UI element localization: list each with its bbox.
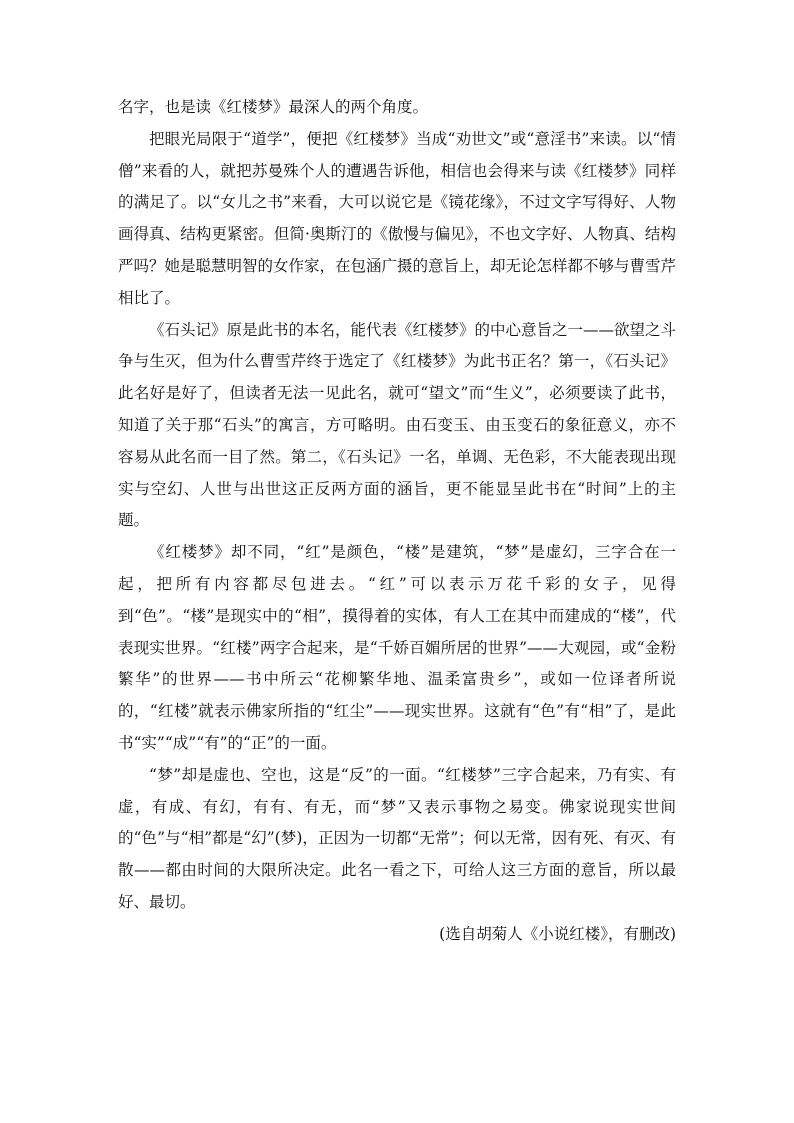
article-body: [118, 92, 676, 951]
source-citation: (选自胡菊人《小说红楼》，有删改): [439, 924, 676, 943]
paragraph-continuation: 名字，也是读《红楼梦》最深人的两个角度。: [118, 98, 429, 116]
paragraph-daoxue: 把眼光局限于“道学”，便把《红楼梦》当成“劝世文”或“意淫书”来读。以“情僧”来看的人，就把苏曼殊个人的遭遇告诉他，相信也会得来与读《红楼梦》同样的满足了。以“女儿之书”来看，大可以说它是《镜花缘》，不过文字写得好、人物画得真、结构更紧密。但简·奥斯汀的《傲慢与偏见》，不也文字好、人物真、结构严吗？她是聪慧明智的女作家，在包涵广摄的意旨上，却无论怎样都不够与曹雪芹相比了。: [118, 129, 677, 307]
paragraph-honglou: 《红楼梦》却不同，“红”是颜色，“楼”是建筑，“梦”是虚幻，三字合在一起，把所有内容都尽包进去。“红”可以表示万花千彩的女子，见得到“色”。“楼”是现实中的“相”，摸得着的实体，有人工在其中而建成的“楼”，代表现实世界。“红楼”两字合起来，是“千娇百媚所居的世界”——大观园，或“金粉繁华”的世界——书中所云“花柳繁华地、温柔富贵乡”，或如一位译者所说的，“红楼”就表示佛家所指的“红尘”——现实世界。这就有“色”有“相”了，是此书“实”“成”“有”的“正”的一面。: [118, 543, 676, 752]
paragraph-meng: “梦”却是虚也、空也，这是“反”的一面。“红楼梦”三字合起来，乃有实、有虚，有成、有幻，有有、有无，而“梦”又表示事物之易变。佛家说现实世间的“色”与“相”都是“幻”(梦)，正因为一切都“无常”；何以无常，因有死、有灭、有散——都由时间的大限所决定。此名一看之下，可给人这三方面的意旨，所以最好、最切。: [118, 765, 676, 911]
paragraph-shitouji: 《石头记》原是此书的本名，能代表《红楼梦》的中心意旨之一——欲望之斗争与生灭，但为什么曹雪芹终于选定了《红楼梦》为此书正名？第一，《石头记》此名好是好了，但读者无法一见此名，就可“望文”而“生义”，必须要读了此书，知道了关于那“石头”的寓言，方可略明。由石变玉、由玉变石的象征意义，亦不容易从此名而一目了然。第二，《石头记》一名，单调、无色彩，不大能表现出现实与空幻、人世与出世这正反两方面的涵旨，更不能显呈此书在“时间”上的主题。: [118, 320, 677, 530]
